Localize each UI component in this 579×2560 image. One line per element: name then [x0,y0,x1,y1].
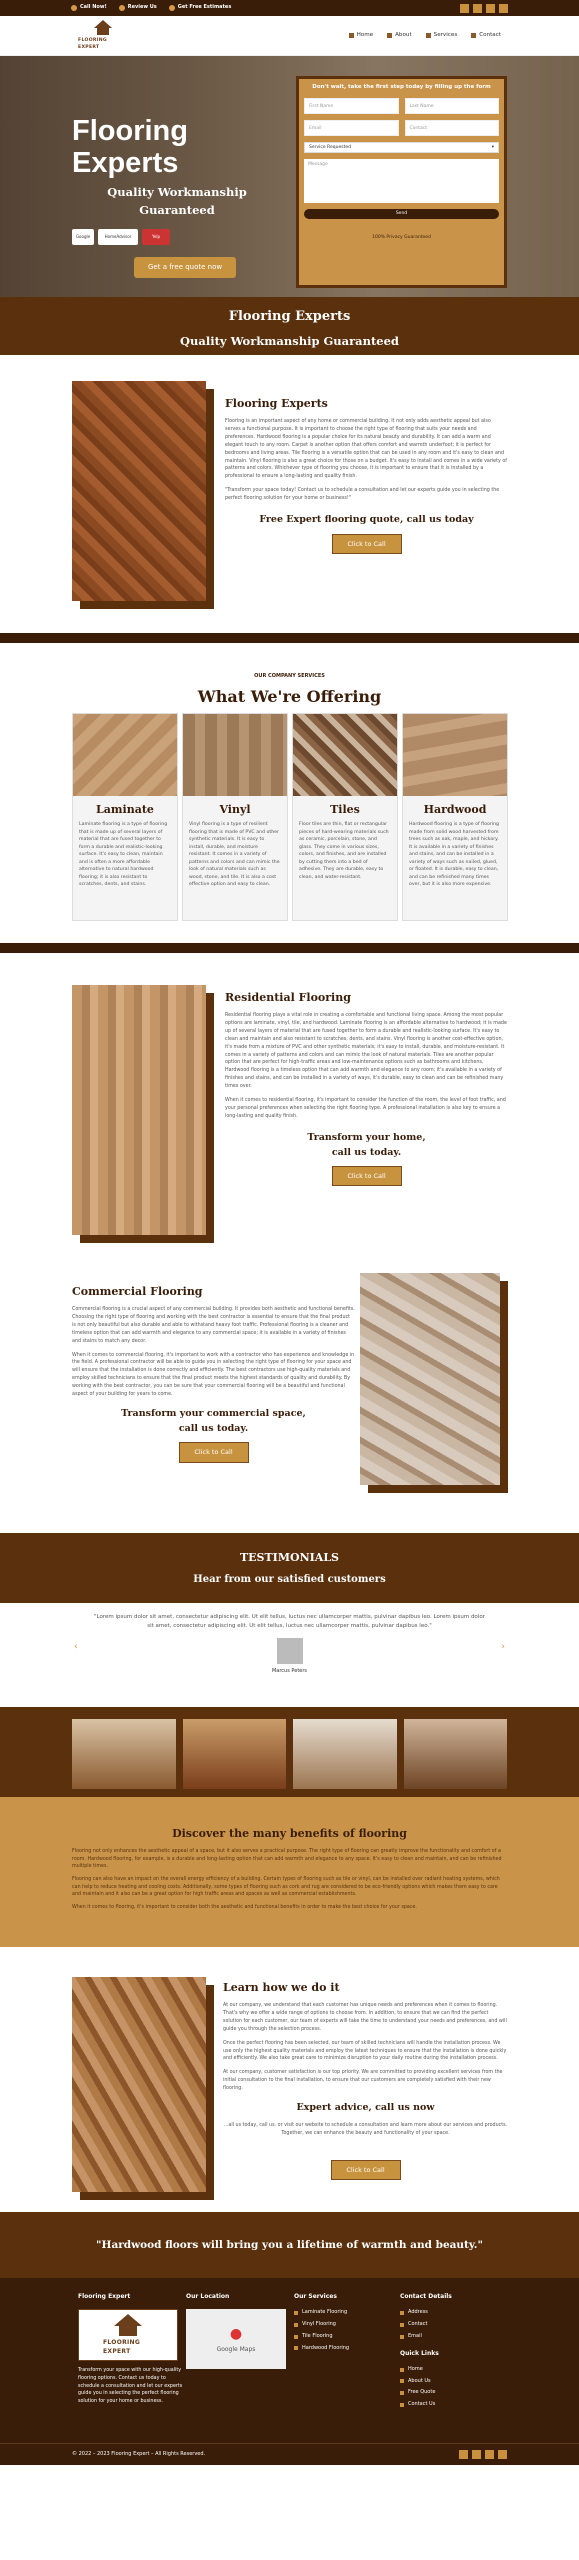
homeadvisor-badge: HomeAdvisor [98,229,138,245]
service-card-laminate[interactable]: Laminate Laminate flooring is a type of flooring that is made up of several layers of material that are fused together to form a durable and realistic-looking surface. It's easy to clean, maintain and is often a more affordable alternative to natural hardwood flooring; it is also resistant to scratches, dents, and stains. [72,713,178,921]
worker-image [72,381,206,601]
tag-icon [169,5,175,11]
nav-services[interactable]: Services [426,31,458,40]
click-to-call-button[interactable]: Click to Call [332,1166,402,1186]
bullet-icon [294,2335,298,2339]
mail-icon [400,2335,404,2339]
gallery-image[interactable] [183,1719,287,1789]
bullet-icon [400,2368,404,2372]
testimonial-author: Marcus Peters [271,1668,308,1675]
bullet-icon [294,2346,298,2350]
footer-logo[interactable]: FLOORING EXPERT [78,2309,178,2361]
hero [0,56,579,297]
service-card-tiles[interactable]: Tiles Floor tiles are thin, flat or rectangular pieces of hard-wearing materials such as ceramic, porcelain, stone, and glass. They come in various sizes, colors, and finishes, and are installed by cutting them into a bed of adhesive. They are durable, easy to clean, and water-resistant. [292,713,398,921]
first-name-field[interactable]: First Name [304,98,399,114]
footer: Flooring Expert FLOORING EXPERT Transform your space with our high-quality flooring options. Contact us today to schedule a consultation and let our experts guide you in selecting the perfect flooring solution for your home or business. Our Location ● Google Maps Our Services Laminate Flooring Vinyl Flooring Tile Flooring Hardwood Flooring Contact Details Address Contact Email Quick Links Home About Us Free Quote Contact Us [0,2278,579,2443]
gallery-image[interactable] [293,1719,397,1789]
home-icon [349,33,354,38]
commercial-image [360,1273,500,1485]
footer-service-link[interactable]: Laminate Flooring [294,2309,394,2317]
location-icon [400,2311,404,2315]
quick-link-about[interactable]: About Us [400,2378,500,2386]
twitter-icon[interactable] [485,2450,494,2459]
free-quote-button[interactable]: Get a free quote now [134,257,236,278]
instagram-icon[interactable] [473,4,482,13]
house-icon [94,20,112,28]
phone-icon [71,5,77,11]
hero-subtitle: Quality Workmanship Guaranteed [107,184,247,217]
testimonial-quote: "Lorem ipsum dolor sit amet, consectetur adipiscing elit. Ut elit tellus, luctus nec ullamcorper mattis, pulvinar dapibus leo. Lorem ipsum dolor sit amet, consectetur adipiscing elit. Ut elit tellus, luctus nec ullamcorper mattis, pulvinar dapibus leo." [94,1614,485,1629]
youtube-icon[interactable] [499,4,508,13]
star-icon [119,5,125,11]
tagline-band: Flooring Experts Quality Workmanship Guaranteed [0,297,579,355]
commercial-section: Commercial Flooring Commercial flooring is a crucial aspect of any commercial building. It provides both aesthetic and functional benefits. Choosing the right type of flooring and working with the best contractor is essential to ensure that the final product is not only beautiful but also durable and able to withstand heavy foot traffic. Professional flooring is a cleaner and timeless option that can add warmth and elegance to any commercial space; it is available in a variety of finishes and stains to match any decor. When it comes to commercial flooring, it's important to work with a contractor who has experience and knowledge in the field. A professional contractor will be able to guide you in selecting the right type of flooring for your space and will ensure that the installation is done correctly and efficiently. The best contractors use high-quality materials and employ skilled technicians to ensure that the final product meets the highest standards of quality and durability. By working with the best contractor, you can be sure that your commercial flooring will be a beautiful and functional aspect of your building for years to come. Transform your commercial space, call us today. Click to Call [0,1273,579,1533]
bullet-icon [294,2311,298,2315]
chevron-left-icon[interactable]: ‹ [74,1642,78,1652]
info-icon [387,33,392,38]
quote-band: "Hardwood floors will bring you a lifetime of warmth and beauty." [0,2212,579,2278]
bullet-icon [400,2403,404,2407]
nav-contact[interactable]: Contact [471,31,501,40]
grid-icon [426,33,431,38]
bullet-icon [400,2379,404,2383]
map-widget[interactable]: ● Google Maps [186,2309,286,2369]
facebook-icon[interactable] [459,2450,468,2459]
about-title: Flooring Experts [225,397,328,410]
phone-icon [400,2323,404,2327]
footer-service-link[interactable]: Tile Flooring [294,2333,394,2341]
main-nav [0,16,579,56]
learn-section: Learn how we do it At our company, we understand that each customer has unique needs and preferences when it comes to flooring. That's why we offer a wide range of options to choose from. In addition, to ensure that we can find the perfect solution for each customer, our team of experts will take the time to understand your needs and preferences, and will guide you through the selection process. Once the perfect flooring has been selected, our team of skilled technicians will handle the installation process. We use only the highest quality materials and employ the latest techniques to ensure that the installation is done quickly and efficiently. We also take great care to minimize disruption to your daily routine during the installation process. At our company, customer satisfaction is our top priority. We are committed to providing excellent services from the initial consultation to the final installation, to ensure that our customers are completely satisfied with their new flooring. Expert advice, call us now ...all us today, call us. or visit our website to schedule a consultation and learn more about our services and products. Together, we can enhance the beauty and functionality of your space. Click to Call [0,1947,579,2212]
avatar [277,1638,303,1664]
quick-link-contact[interactable]: Contact Us [400,2401,500,2409]
footer-email[interactable]: Email [400,2333,500,2341]
bullet-icon [294,2323,298,2327]
service-card-vinyl[interactable]: Vinyl Vinyl flooring is a type of resilient flooring that is made of PVC and other synthetic materials. It is easy to install, durable, and moisture resistant. It comes in a variety of patterns and colors and can mimic the look of natural materials such as wood, stone, and tile. It is also a cost effective option and easy to clean. [182,713,288,921]
benefits-section: Discover the many benefits of flooring Flooring not only enhances the aesthetic appeal of a space, but it also serves a practical purpose. The right type of flooring can greatly improve the functionality and comfort of a room. Hardwood flooring, for example, is a durable and long-lasting option that can add warmth and elegance to any space. It's easy to clean and maintain, and can be refinished multiple times. Flooring can also have an impact on the overall energy efficiency of a building. Certain types of flooring such as tile or vinyl, can be installed over radiant heating systems, which can help to reduce heating and cooling costs. Additionally, some types of flooring such as cork and rug are considered to be eco-friendly options which makes them easy to care and maintain and it also can be a great option for high traffic areas and spaces as well as commercial establishments. When it comes to flooring, it's important to consider both the aesthetic and functional benefits in order to make the best choice for your space. [0,1797,579,1947]
quick-link-quote[interactable]: Free Quote [400,2389,500,2397]
last-name-field[interactable]: Last Name [405,98,500,114]
hero-title: Flooring Experts [72,115,188,179]
bullet-icon [400,2391,404,2395]
learn-title: Learn how we do it [223,1981,340,1994]
review-link[interactable]: Review Us [119,4,157,12]
google-badge: Google [72,229,94,245]
footer-service-link[interactable]: Vinyl Flooring [294,2321,394,2329]
click-to-call-button[interactable]: Click to Call [332,534,402,554]
privacy-note: 100% Privacy Guaranteed [372,234,431,240]
message-field[interactable]: Message [304,159,499,203]
yelp-badge: Yelp [142,229,170,245]
footer-service-link[interactable]: Hardwood Flooring [294,2345,394,2353]
logo[interactable]: FLOORING EXPERT [78,20,128,51]
review-badges [72,229,282,245]
residential-section: Residential Flooring Residential flooring plays a vital role in creating a comfortable and functional living space. Among the most popular options are laminate, vinyl, tile, and hardwood. Laminate flooring is an affordable alternative to hardwood; it is made up of several layers of material that are fused together to form a durable and realistic-looking surface. It's easy to clean and maintain and also resistant to scratches, dents, and stains. Vinyl flooring is another cost-effective option, it's made from a mixture of PVC and other synthetic materials; it's easy to install, durable, and moisture-resistant. It comes in a variety of patterns and colors and can mimic the look of natural materials. Tiles are another popular option that are perfect for high-traffic areas and low-maintenance options such as bathrooms and kitchens. Hardwood flooring is a timeless option that can add warmth and elegance to any room; it's available in a variety of finishes and stains, and can be installed in a variety of ways, it's durable, easy to clean and can be refinished many times over. When it comes to residential flooring, it's important to consider the function of the room, the level of foot traffic, and your personal preferences when selecting the right flooring type. A professional installation is also key to ensure a long-lasting and quality finish. Transform your home, call us today. Click to Call [0,953,579,1273]
about-section: Flooring Experts Flooring is an important aspect of any home or commercial building. It not only adds aesthetic appeal but also serves a functional purpose. It is important to choose the right type of flooring that suits your needs and preferences. Hardwood flooring is a popular choice for its natural beauty and durability. It can add a warm and elegant touch to any room. Carpet is another option that offers comfort and warmth underfoot; it is perfect for bedrooms and living areas. Tile flooring is a versatile option that can be used in any room and it's easy to clean and maintain. Vinyl flooring is also a great choice for those on a budget. It's easy to install and comes in a wide variety of patterns and colors. Whichever type of flooring you choose, it is important to ensure that it is installed by a professional to ensure a long-lasting and quality finish. "Transform your space today! Contact us to schedule a consultation and let our experts guide you in selecting the perfect flooring solution for your home or business!" Free Expert flooring quote, call us today Click to Call [0,355,579,633]
twitter-icon[interactable] [486,4,495,13]
email-field[interactable]: Email [304,120,399,136]
instagram-icon[interactable] [472,2450,481,2459]
top-bar [0,0,579,16]
nav-about[interactable]: About [387,31,412,40]
map-pin-icon: ● [229,2325,243,2342]
installer-image [72,1977,206,2192]
phone-icon [471,33,476,38]
quick-link-home[interactable]: Home [400,2366,500,2374]
footer-address[interactable]: Address [400,2309,500,2317]
copyright: © 2022 – 2023 Flooring Expert – All Rights Reserved. [72,2450,206,2457]
residential-image [72,985,206,1235]
testimonial-carousel [0,1603,579,1707]
estimate-link[interactable]: Get Free Estimates [169,4,232,12]
commercial-title: Commercial Flooring [72,1285,203,1298]
call-link[interactable]: Call Now! [71,4,107,12]
chevron-right-icon[interactable]: › [501,1642,505,1652]
gallery-image[interactable] [404,1719,508,1789]
send-button[interactable]: Send [304,209,499,219]
chevron-down-icon: ▾ [491,144,494,150]
service-select[interactable]: Service Requested ▾ [304,142,499,153]
bottom-bar [0,2443,579,2465]
services-section: OUR COMPANY SERVICES What We're Offering Laminate Laminate flooring is a type of flooring that is made up of several layers of material that are fused together to form a durable and realistic-looking surface. It's easy to clean, maintain and is often a more affordable alternative to natural hardwood flooring; it is also resistant to scratches, dents, and stains. Vinyl Vinyl flooring is a type of resilient flooring that is made of PVC and other synthetic materials. It is easy to install, durable, and moisture resistant. It comes in a variety of patterns and colors and can mimic the look of natural materials such as wood, stone, and tile. It is also a cost effective option and easy to clean. Tiles Floor tiles are thin, flat or rectangular pieces of hard-wearing materials such as ceramic, porcelain, stone, and glass. They come in various sizes, colors, and finishes, and are installed by cutting them into a bed of adhesive. They are durable, easy to clean, and water-resistant. Hardwood Hardwood flooring is a type of flooring made from solid wood harvested from trees such as oak, maple, and hickory. It is available in a variety of finishes and stains, and can be installed in a variety of ways such as nailed, glued, or floated. It is durable, easy to clean, and can be refinished many times over, but it is also more expensive. [0,643,579,943]
nav-home[interactable]: Home [349,31,374,40]
residential-title: Residential Flooring [225,991,351,1004]
contact-field[interactable]: Contact [405,120,500,136]
quote-form: Don't wait, take the first step today by filling up the form First Name Last Name Email Contact Service Requested ▾ Message Send 100% Privacy Guaranteed [296,76,507,288]
click-to-call-button[interactable]: Click to Call [331,2160,401,2180]
footer-contact[interactable]: Contact [400,2321,500,2329]
testimonials-header: TESTIMONIALS Hear from our satisfied customers [0,1533,579,1603]
gallery-image[interactable] [72,1719,176,1789]
gallery [0,1707,579,1797]
facebook-icon[interactable] [460,4,469,13]
house-icon [114,2314,142,2326]
click-to-call-button[interactable]: Click to Call [179,1442,249,1462]
service-card-hardwood[interactable]: Hardwood Hardwood flooring is a type of flooring made from solid wood harvested from trees such as oak, maple, and hickory. It is available in a variety of finishes and stains, and can be installed in a variety of ways such as nailed, glued, or floated. It is durable, easy to clean, and can be refinished many times over, but it is also more expensive. [402,713,508,921]
youtube-icon[interactable] [498,2450,507,2459]
